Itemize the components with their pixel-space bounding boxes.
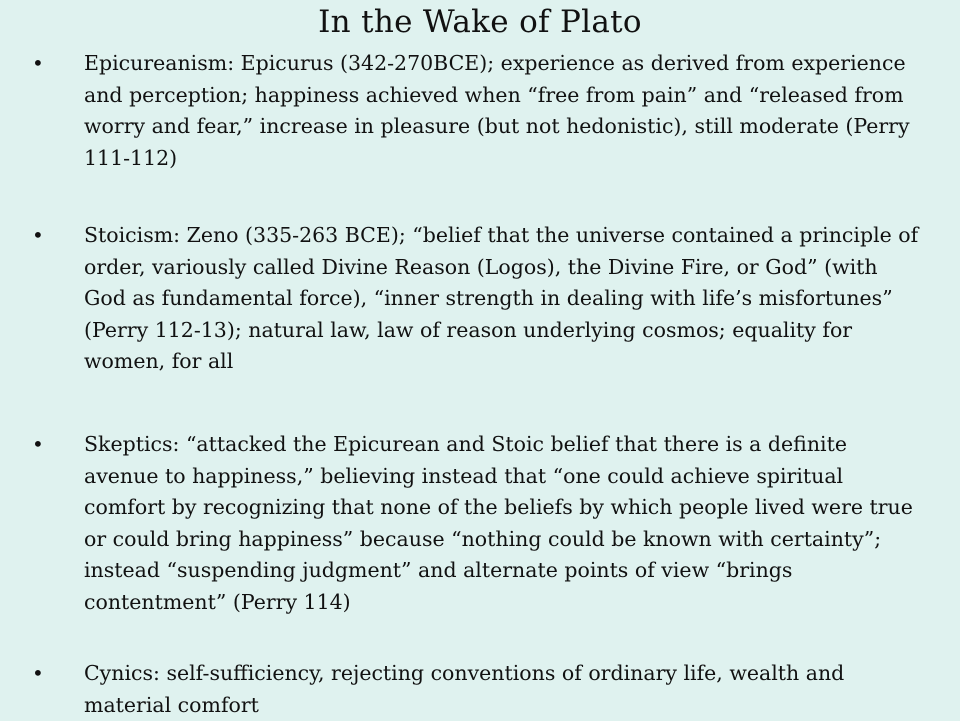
bullet-cynics — [0, 658, 960, 721]
bullet-dot-icon: • — [32, 51, 44, 75]
bullet-stoicism — [0, 220, 960, 378]
bullet-text: Skeptics: “attacked the Epicurean and Stoic belief that there is a definite avenue to happiness,” believing instead that “one could achieve spiritual comfort by recognizing that none of the beliefs by which people lived were true or could bring happiness” because “nothing could be known with certainty”; instead “suspending judgment” and alternate points of view “brings contentment” (Perry 114) — [84, 432, 913, 614]
bullet-epicureanism — [0, 48, 960, 174]
bullet-dot-icon: • — [32, 661, 44, 685]
bullet-dot-icon: • — [32, 432, 44, 456]
bullet-dot-icon: • — [32, 223, 44, 247]
bullet-skeptics — [0, 429, 960, 619]
bullet-text: Epicureanism: Epicurus (342-270BCE); experience as derived from experience and perception; happiness achieved when “free from pain” and “released from worry and fear,” increase in pleasure (but not hedonistic), still moderate (Perry 111-112) — [84, 51, 910, 170]
bullet-text: Stoicism: Zeno (335-263 BCE); “belief that the universe contained a principle of order, variously called Divine Reason (Logos), the Divine Fire, or God” (with God as fundamental force), “inner strength in dealing with life’s misfortunes” (Perry 112-13); natural law, law of reason underlying cosmos; equality for women, for all — [84, 223, 919, 374]
slide-title: In the Wake of Plato — [318, 4, 642, 40]
bullet-text: Cynics: self-sufficiency, rejecting conventions of ordinary life, wealth and material comfort — [84, 661, 845, 717]
